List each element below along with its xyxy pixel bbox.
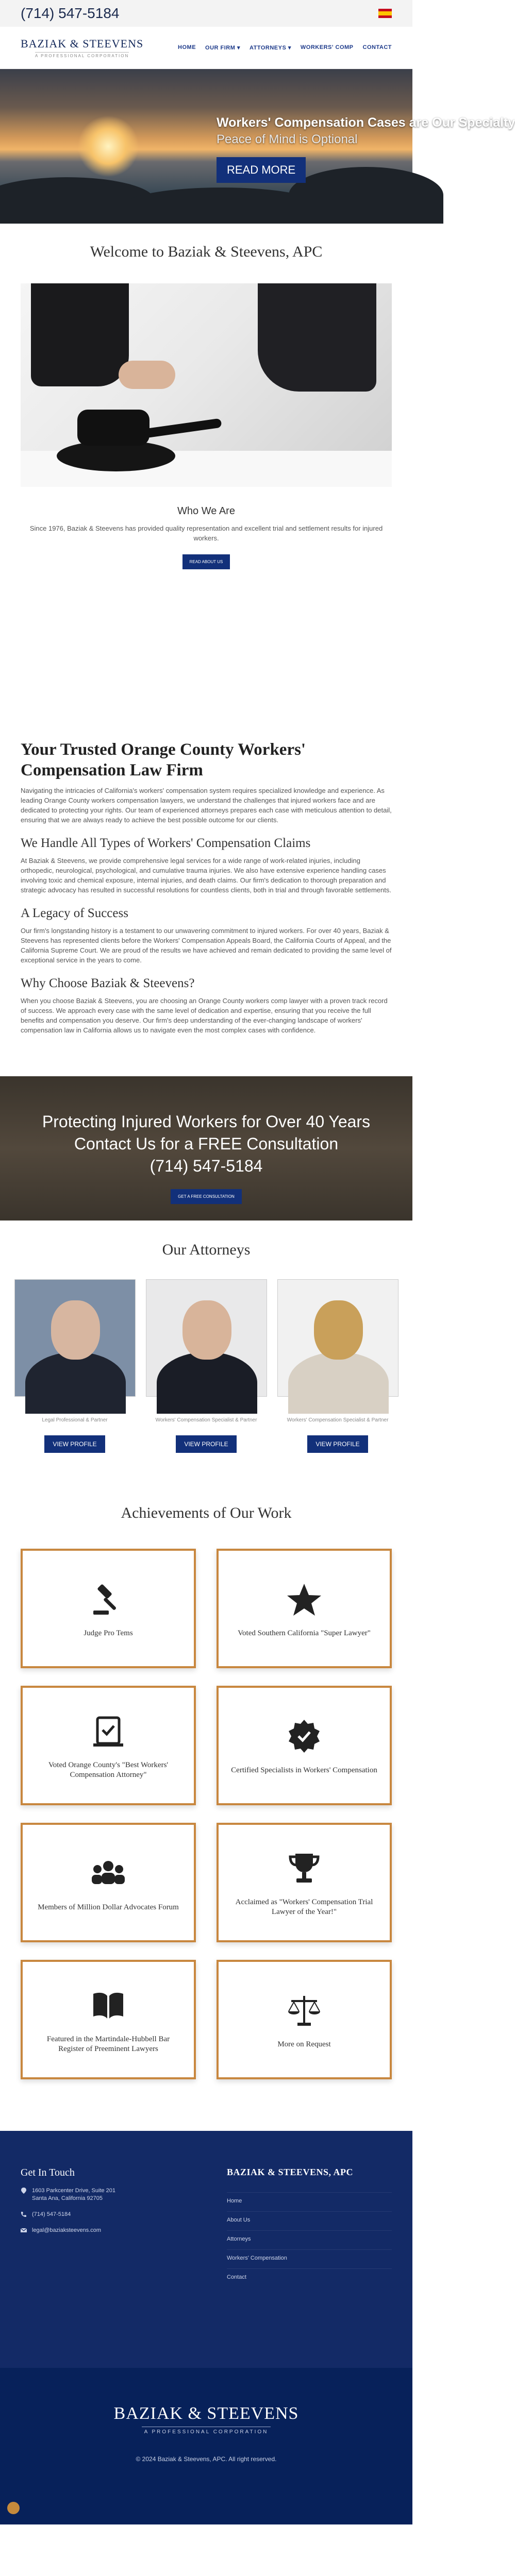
copyright-text: © 2024 Baziak & Steevens, APC. All right reserved. xyxy=(136,2455,277,2463)
check-ballot-icon xyxy=(88,1711,129,1752)
cta-phone[interactable]: (714) 547-5184 xyxy=(149,1157,263,1175)
gavel-photo xyxy=(21,283,392,487)
footer-link-home[interactable]: Home xyxy=(227,2192,392,2204)
claims-heading: We Handle All Types of Workers' Compensation Claims xyxy=(21,836,311,850)
cta-line-2: Contact Us for a FREE Consultation xyxy=(74,1134,339,1153)
footer-link-about[interactable]: About Us xyxy=(227,2211,392,2223)
footer-link-attorneys[interactable]: Attorneys xyxy=(227,2230,392,2242)
read-more-button[interactable]: READ MORE xyxy=(217,157,306,183)
attorney-card xyxy=(146,1279,267,1453)
achievement-label: Acclaimed as "Workers' Compensation Trial Lawyer of the Year!" xyxy=(235,1898,373,1916)
footer-link-workers-comp[interactable]: Workers' Compensation xyxy=(227,2249,392,2261)
achievement-label: Members of Million Dollar Advocates Forum xyxy=(38,1903,179,1911)
location-pin-icon xyxy=(21,2188,27,2194)
hero-headline: Workers' Compensation Cases are Our Specialty xyxy=(217,115,515,130)
achievement-label: More on Request xyxy=(277,2040,331,2048)
view-profile-button[interactable]: VIEW PROFILE xyxy=(176,1435,236,1453)
attorney-card xyxy=(277,1279,398,1453)
book-icon xyxy=(88,1985,129,2026)
consultation-banner xyxy=(0,1076,412,1221)
achievement-label: Voted Southern California "Super Lawyer" xyxy=(238,1629,371,1637)
welcome-section xyxy=(0,224,412,569)
phone-icon xyxy=(21,2211,27,2217)
claims-paragraph: At Baziak & Steevens, we provide comprehensive legal services for a wide range of work-related injuries, including orthopedic, neurological, psychological, and cumulative trauma injuries. We also have extensive experience handling cases involving toxic and chemical exposure, internal injuries, and death claims. Our firm's dedication to thorough preparation and strategic advocacy has resulted in successful resolutions for countless clients, both in trial and through favorable settlements. xyxy=(21,857,391,894)
legacy-heading: A Legacy of Success xyxy=(21,906,128,920)
nav-item-contact[interactable]: CONTACT xyxy=(362,44,392,50)
footer-contact xyxy=(21,2167,186,2368)
top-phone-number[interactable]: (714) 547-5184 xyxy=(21,5,120,21)
bottom-logo-subtitle: A PROFESSIONAL CORPORATION xyxy=(142,2427,271,2435)
footer-links xyxy=(227,2192,392,2280)
achievement-label: Certified Specialists in Workers' Compensation xyxy=(231,1766,377,1774)
attorney-role: Workers' Compensation Specialist & Partner xyxy=(155,1417,257,1423)
achievement-card xyxy=(217,1823,392,1942)
footer xyxy=(0,2131,412,2368)
gavel-icon xyxy=(88,1579,129,1620)
logo-firm-name: BAZIAK & STEEVENS xyxy=(21,37,144,50)
welcome-title: Welcome to Baziak & Steevens, APC xyxy=(90,243,323,260)
why-choose-heading: Why Choose Baziak & Steevens? xyxy=(21,976,195,990)
hero-banner xyxy=(0,69,515,224)
achievements-title: Achievements of Our Work xyxy=(121,1504,292,1521)
footer-touch-title: Get In Touch xyxy=(21,2167,75,2178)
cookie-settings-icon[interactable] xyxy=(7,2502,20,2514)
achievements-grid xyxy=(0,1549,412,2079)
view-profile-button[interactable]: VIEW PROFILE xyxy=(307,1435,368,1453)
footer-phone-row[interactable] xyxy=(21,2211,186,2218)
group-icon xyxy=(88,1853,129,1894)
nav-item-attorneys[interactable]: ATTORNEYS ▾ xyxy=(250,45,291,51)
top-bar xyxy=(0,0,412,27)
attorney-card xyxy=(14,1279,136,1453)
trusted-section xyxy=(0,739,412,1035)
hero-subheadline: Peace of Mind is Optional xyxy=(217,132,358,146)
footer-address[interactable] xyxy=(21,2187,186,2202)
attorneys-title: Our Attorneys xyxy=(162,1241,251,1258)
footer-address-line-1: 1603 Parkcenter Drive, Suite 201 xyxy=(32,2188,116,2194)
main-navigation xyxy=(0,27,412,69)
nav-item-workers-comp[interactable]: WORKERS' COMP xyxy=(300,44,354,50)
footer-link-contact[interactable]: Contact xyxy=(227,2268,392,2280)
hero-sunset-image xyxy=(77,115,139,177)
achievement-card xyxy=(21,1960,196,2079)
bottom-logo-name[interactable]: BAZIAK & STEEVENS xyxy=(113,2404,299,2423)
legacy-paragraph: Our firm's longstanding history is a testament to our unwavering commitment to injured workers. For over 40 years, Baziak & Steevens has represented clients before the Workers' Compensation Appeals Board, the California Courts of Appeal, and the California Supreme Court. We are proud of the results we have achieved and remain dedicated to providing the same level of exceptional service in the years to come. xyxy=(21,927,392,964)
view-profile-button[interactable]: VIEW PROFILE xyxy=(44,1435,105,1453)
attorney-role: Workers' Compensation Specialist & Partner xyxy=(287,1417,389,1423)
achievement-label: Judge Pro Tems xyxy=(84,1629,133,1637)
scales-icon xyxy=(284,1990,325,2031)
achievement-card xyxy=(21,1823,196,1942)
nav-menu xyxy=(178,44,392,51)
who-we-are-text: Since 1976, Baziak & Steevens has provided quality representation and excellent trial and settlement results for injured workers. xyxy=(29,524,383,542)
site-logo[interactable] xyxy=(21,37,143,58)
achievement-label: Featured in the Martindale-Hubbell Bar Register of Preeminent Lawyers xyxy=(46,2035,170,2053)
bottom-bar xyxy=(0,2368,412,2524)
who-we-are-title: Who We Are xyxy=(177,505,235,517)
achievement-card xyxy=(21,1686,196,1805)
attorney-photo[interactable] xyxy=(277,1279,398,1397)
attorney-photo[interactable] xyxy=(14,1279,136,1397)
cta-line-1: Protecting Injured Workers for Over 40 Years xyxy=(42,1112,371,1131)
achievement-card xyxy=(217,1686,392,1805)
attorney-cards xyxy=(0,1279,412,1453)
nav-item-our-firm[interactable]: OUR FIRM ▾ xyxy=(205,45,240,51)
achievement-card xyxy=(217,1960,392,2079)
hero-copy xyxy=(217,115,515,183)
footer-address-line-2: Santa Ana, California 92705 xyxy=(32,2195,103,2201)
trophy-icon xyxy=(284,1848,325,1889)
trusted-title: Your Trusted Orange County Workers' Compensation Law Firm xyxy=(21,740,306,779)
footer-phone: (714) 547-5184 xyxy=(32,2211,71,2217)
read-about-us-button[interactable]: READ ABOUT US xyxy=(182,554,230,569)
why-choose-paragraph: When you choose Baziak & Steevens, you are choosing an Orange County workers comp lawyer with a proven track record of success. We approach every case with the same level of dedication and expertise, ensuring that you receive the full benefits and compensation you deserve. Our firm's deep understanding of the ever-changing landscape of workers' compensation law in California allows us to navigate even the most complex cases with confidence. xyxy=(21,997,388,1034)
achievement-card xyxy=(21,1549,196,1668)
attorneys-section xyxy=(0,1221,412,1453)
logo-subtitle: A PROFESSIONAL CORPORATION xyxy=(35,52,129,58)
footer-email-row[interactable] xyxy=(21,2227,186,2234)
footer-links-column xyxy=(227,2167,392,2368)
nav-item-home[interactable]: HOME xyxy=(178,44,196,50)
email-icon xyxy=(21,2227,27,2233)
attorney-role: Legal Professional & Partner xyxy=(42,1417,108,1423)
star-icon xyxy=(284,1579,325,1620)
attorney-photo[interactable] xyxy=(146,1279,267,1397)
certified-badge-icon xyxy=(284,1716,325,1757)
free-consultation-button[interactable]: GET A FREE CONSULTATION xyxy=(171,1189,242,1204)
footer-email: legal@baziaksteevens.com xyxy=(32,2227,102,2233)
footer-firm-title: BAZIAK & STEEVENS, APC xyxy=(227,2167,354,2177)
achievements-section xyxy=(0,1504,412,2079)
achievement-label: Voted Orange County's "Best Workers' Compensation Attorney" xyxy=(48,1761,169,1779)
trusted-intro: Navigating the intricacies of California's workers' compensation system requires specialized knowledge and experience. As leading Orange County workers compensation lawyers, we understand the challenges that injured workers face and are dedicated to protecting your rights. Our team of experienced attorneys prepares each case with meticulous attention to detail, ensuring that we are always ready to achieve the best possible outcome for our clients. xyxy=(21,787,392,824)
achievement-card xyxy=(217,1549,392,1668)
spanish-flag-icon[interactable] xyxy=(378,9,392,18)
